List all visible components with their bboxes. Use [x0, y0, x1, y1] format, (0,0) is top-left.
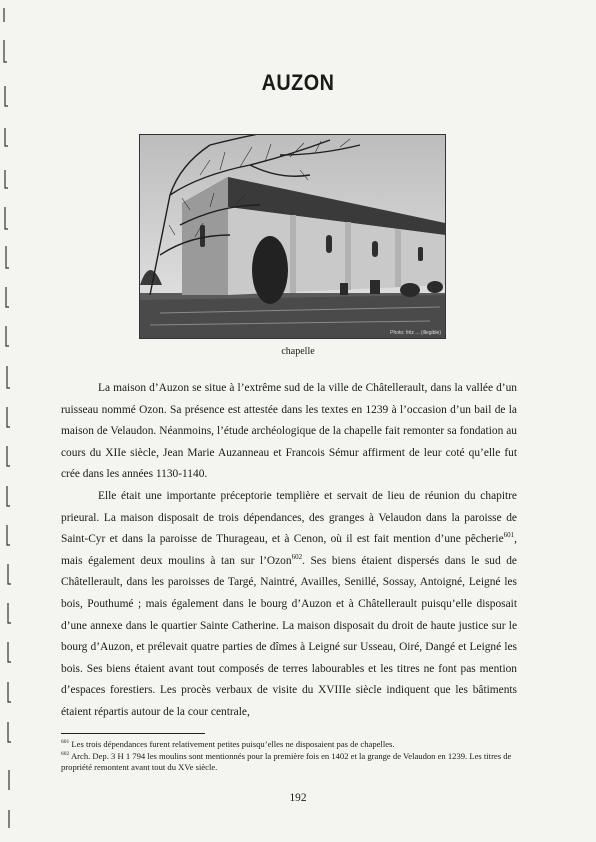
footnote [61, 751, 517, 774]
figure-caption: chapelle [281, 346, 315, 357]
binding-edge-marks [0, 0, 20, 842]
footnote-ref[interactable]: 602 [291, 552, 303, 561]
chapel-photo [139, 134, 446, 339]
footnotes [61, 739, 517, 774]
footnote-ref[interactable]: 601 [503, 531, 515, 540]
photo-credit: Photo: fritz ... (illegible) [390, 330, 441, 336]
footnote [61, 739, 517, 751]
body-text [61, 378, 517, 724]
page-number: 192 [289, 792, 307, 804]
footnote-number: 602 [61, 750, 70, 757]
paragraph-text: . Ses biens étaient dispersés dans le sud de Châtellerault, dans les paroisses de Targé, Naintré, Availles, Senillé, Sossay, Antoigné, Leigné les bois, Pouthumé ; mais également dans le bourg d’Auzon et à Châtellerault puisqu’elle disposait d’une annexe dans le quartier Sainte Catherine. La maison disposait du droit de haute justice sur le bourg d’Auzon, et prélevait quatre parties de dîmes à Leigné sur Usseau, Oiré, Dangé et Leigné les bois. Ses biens étaient avant tout composés de terres labourables et les titres ne font pas mention d’espaces forestiers. Les procès verbaux de visite du XVIIIe siècle indiquent que les bâtiments étaient répartis autour de la cour centrale, [61, 554, 517, 718]
footnote-text: Les trois dépendances furent relativement petites puisqu’elles ne disposaient pas de chapelles. [71, 739, 395, 749]
paragraph-2 [61, 486, 517, 724]
footnote-separator [61, 733, 205, 734]
paragraph-1 [61, 378, 517, 486]
footnote-number: 601 [61, 739, 70, 746]
footnote-text: Arch. Dep. 3 H 1 794 les moulins sont mentionnés pour la première fois en 1402 et la grange de Velaudon en 1239. Les titres de propriété remontent avant tout du XVe siècle. [61, 750, 512, 772]
page-title: AUZON [261, 70, 335, 95]
paragraph-text: La maison d’Auzon se situe à l’extrême sud de la ville de Châtellerault, dans la vallée d’un ruisseau nommé Ozon. Sa présence est attestée dans les textes en 1239 à l’occasion d’un bail de la maison de Velaudon. Néanmoins, l’étude archéologique de la chapelle fait remonter sa fondation au cours du XIIe siècle, Jean Marie Auzanneau et Francois Sémur affirment de leur coté qu’elle fut crée dans les années 1130-1140. [61, 382, 517, 481]
paragraph-text: , mais également deux moulins à tan sur l’Ozon [61, 533, 517, 567]
paragraph-text: Elle était une importante préceptorie templière et servait de lieu de réunion du chapitre prieural. La maison disposait de trois dépendances, des granges à Velaudon dans la paroisse de Saint-Cyr et dans la paroisse de Thurageau, et à Cenon, où il est fait mention d’une pêcherie [61, 489, 517, 546]
